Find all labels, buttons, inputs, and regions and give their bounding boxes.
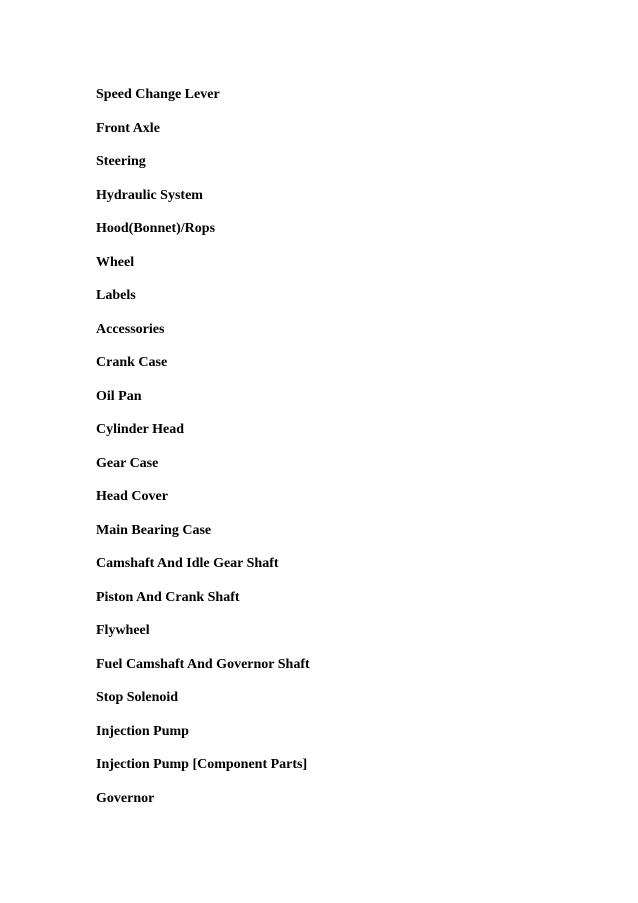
list-item: Gear Case bbox=[96, 455, 159, 471]
list-item: Main Bearing Case bbox=[96, 522, 212, 538]
list-item: Flywheel bbox=[96, 623, 150, 638]
list-item: Wheel bbox=[96, 254, 135, 270]
list-item: Injection Pump [Component Parts] bbox=[96, 757, 308, 772]
list-item: Labels bbox=[96, 288, 136, 303]
list-item: Front Axle bbox=[96, 120, 160, 136]
list-item: Stop Solenoid bbox=[96, 690, 179, 705]
list-item: Accessories bbox=[96, 321, 165, 337]
list-item: Cylinder Head bbox=[96, 422, 185, 437]
list-item: Oil Pan bbox=[96, 388, 142, 404]
list-item: Speed Change Lever bbox=[96, 87, 220, 102]
list-item: Steering bbox=[96, 154, 146, 169]
list-item: Hydraulic System bbox=[96, 187, 203, 203]
list-item: Governor bbox=[96, 790, 155, 806]
parts-list bbox=[96, 85, 310, 822]
list-item: Fuel Camshaft And Governor Shaft bbox=[96, 656, 310, 672]
list-item: Piston And Crank Shaft bbox=[96, 589, 240, 605]
list-item: Head Cover bbox=[96, 489, 168, 504]
list-item: Injection Pump bbox=[96, 723, 189, 739]
list-item: Camshaft And Idle Gear Shaft bbox=[96, 556, 279, 571]
list-item: Crank Case bbox=[96, 355, 168, 370]
list-item: Hood(Bonnet)/Rops bbox=[96, 221, 216, 236]
